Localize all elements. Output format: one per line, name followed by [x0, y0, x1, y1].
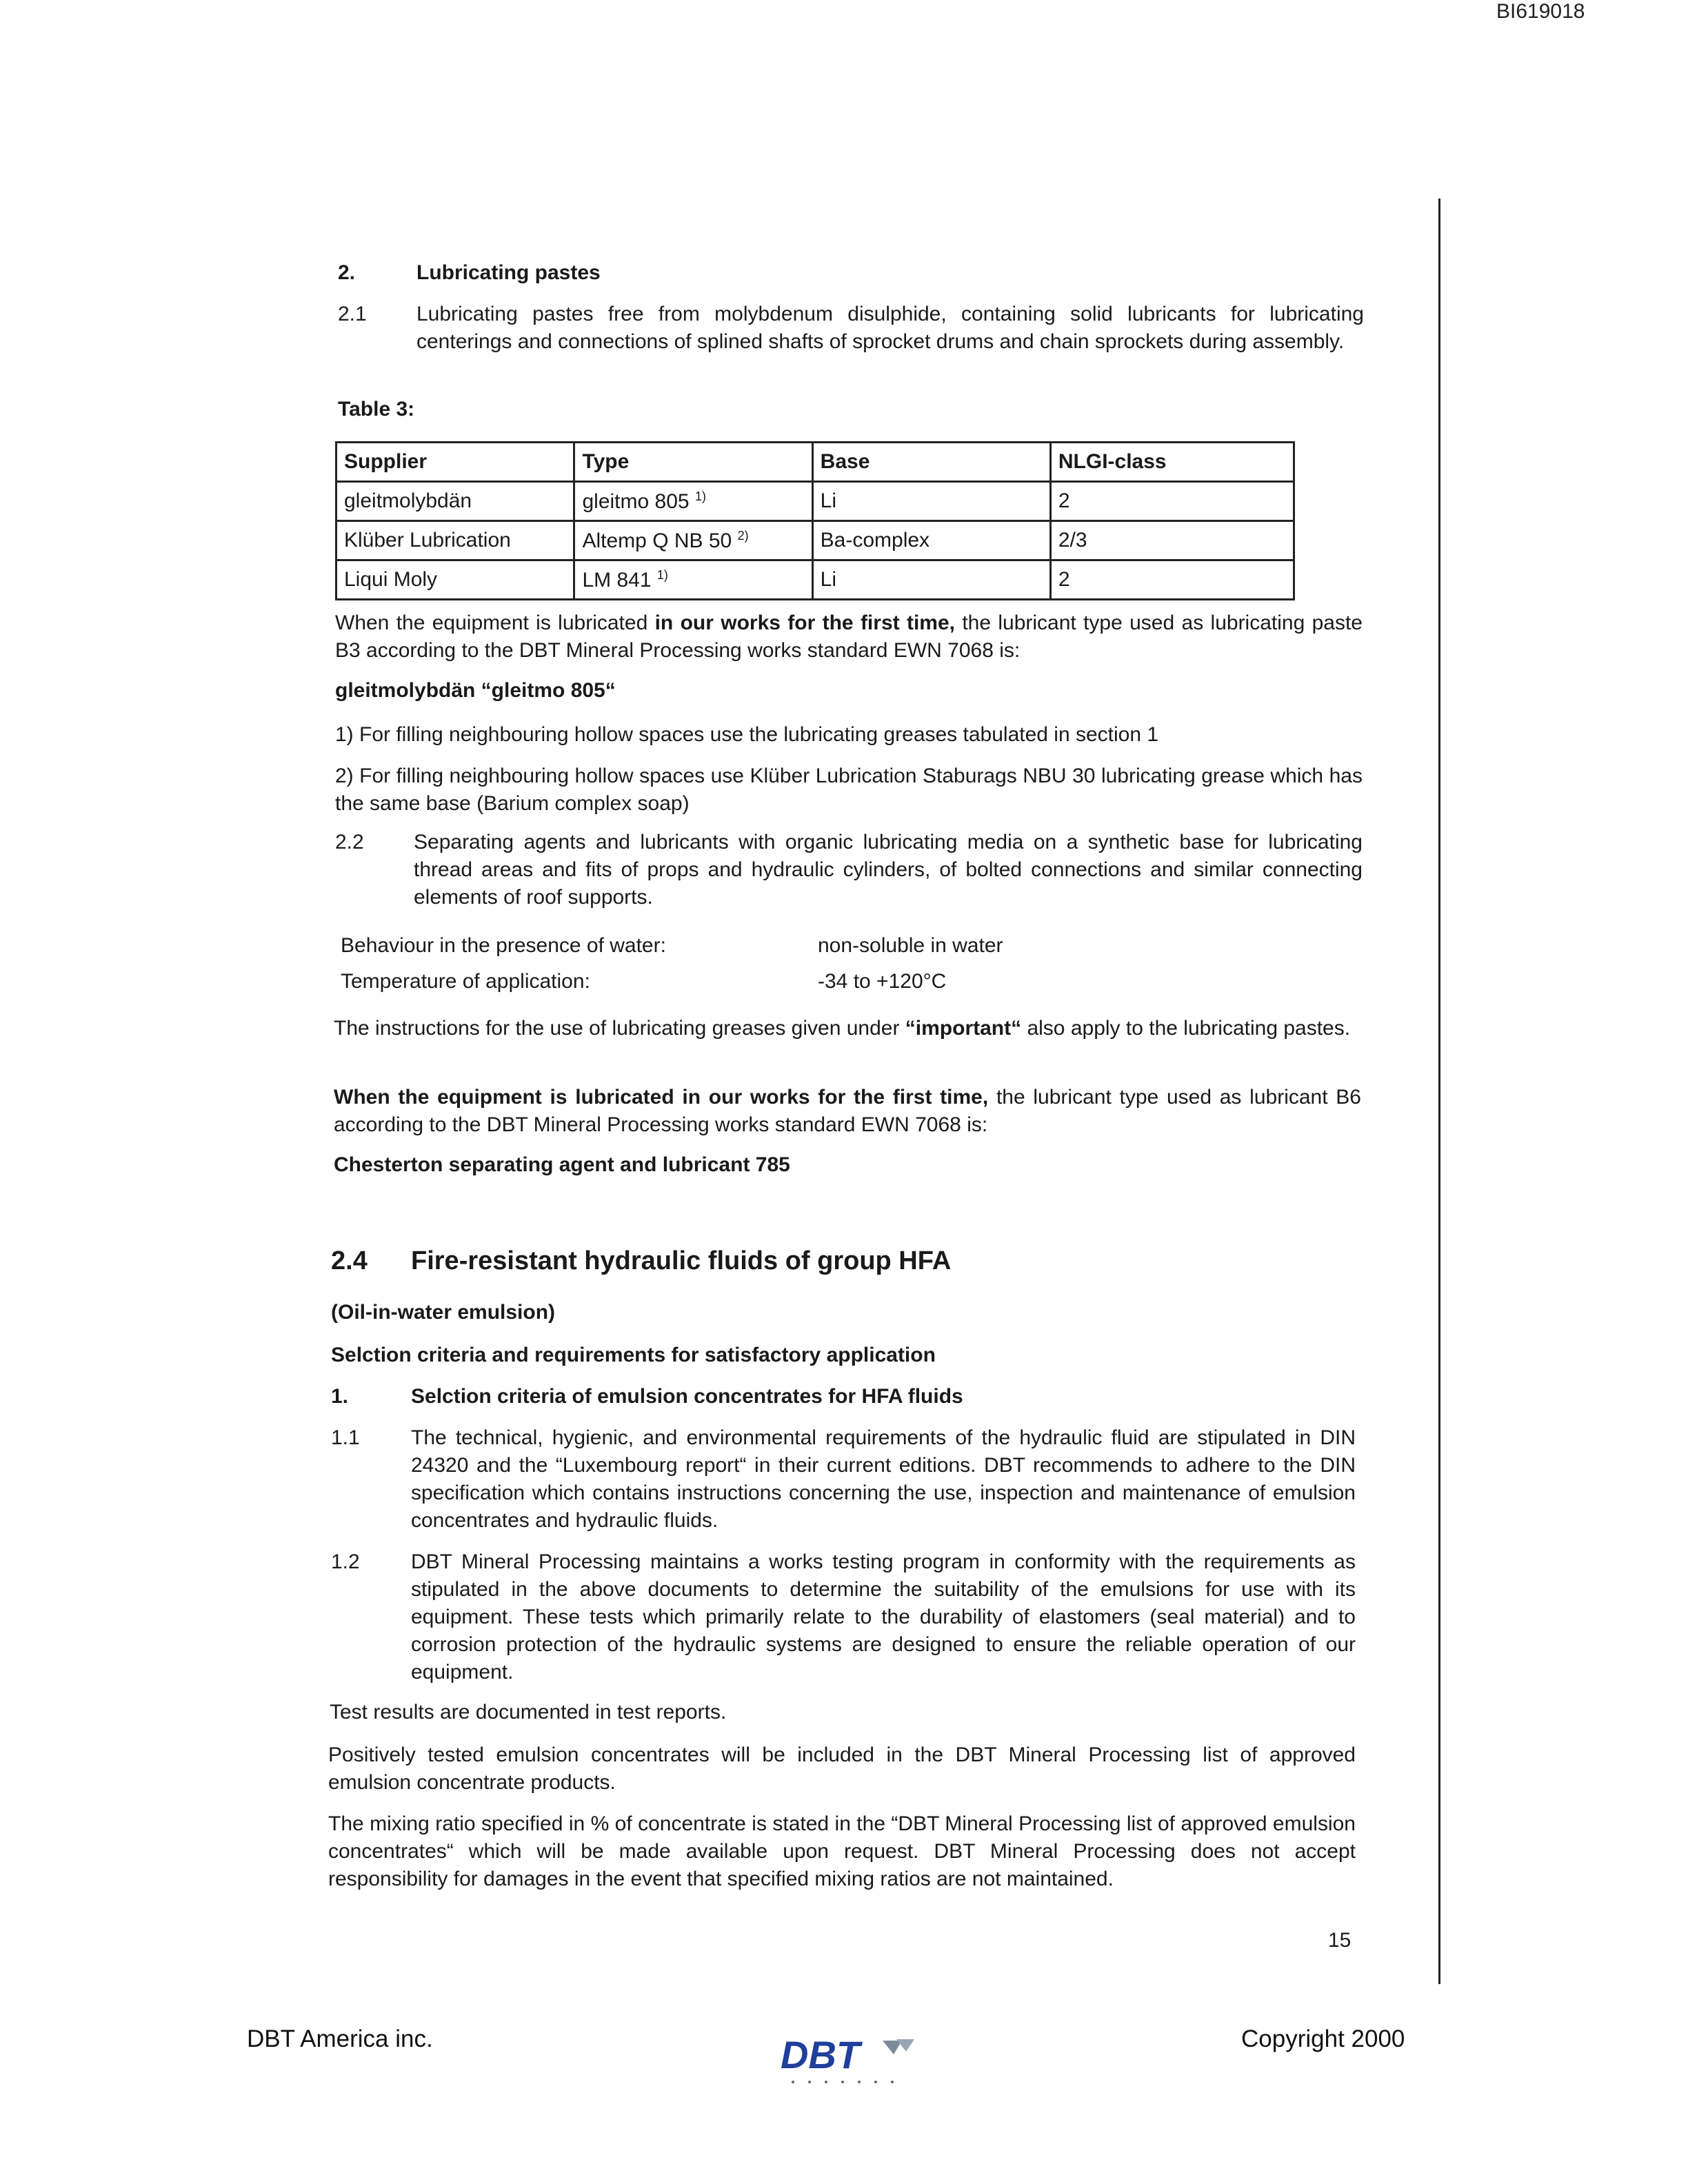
base-cell: Li — [812, 482, 1050, 521]
type-cell — [574, 482, 812, 521]
text-run: the lubricant type used as lubricant B6 according to the DBT Mineral Processing works standard EWN 7068 is: — [334, 1086, 1361, 1136]
text-run: The instructions for the use of lubricating greases given under — [334, 1017, 905, 1040]
subsection-title: Selction criteria of emulsion concentrates for HFA fluids — [411, 1385, 963, 1408]
section-title: Fire-resistant hydraulic fluids of group HFA — [411, 1246, 952, 1275]
text-run: When the equipment is lubricated — [335, 611, 655, 634]
table-label: Table 3: — [338, 398, 415, 421]
supplier-cell: Klüber Lubrication — [336, 521, 574, 560]
footnote-2: 2) For filling neighbouring hollow spaces use Klüber Lubrication Staburags NBU 30 lubricating grease which has the same base (Barium complex soap) — [335, 765, 1363, 815]
margin-rule — [1438, 199, 1440, 1984]
table-header-cell: NLGI-class — [1050, 443, 1294, 482]
paragraph-number: 2.1 — [338, 303, 367, 325]
section-number: 2. — [338, 261, 356, 284]
table-header-cell: Supplier — [336, 443, 574, 482]
positive-tests-paragraph: Positively tested emulsion concentrates will be included in the DBT Mineral Processing list of approved emulsion concentrate products. — [328, 1743, 1356, 1794]
paragraph-2-1: Lubricating pastes free from molybdenum disulphide, containing solid lubricants for lubricating centerings and connections of splined shafts of sprocket drums and chain sprockets during assembly. — [416, 303, 1364, 353]
table-header-cell: Base — [812, 443, 1050, 482]
type-name: gleitmo 805 — [582, 489, 690, 513]
property-value: -34 to +120°C — [818, 970, 947, 993]
test-results-paragraph: Test results are documented in test reports. — [330, 1701, 727, 1723]
emphasis-text: When the equipment is lubricated in our works for the first time, — [334, 1086, 989, 1109]
document-id: BI619018 — [1496, 0, 1585, 23]
dbt-logo-icon — [779, 2034, 924, 2089]
nlgi-cell: 2 — [1050, 560, 1294, 600]
section-title: Lubricating pastes — [416, 261, 601, 284]
base-cell: Ba-complex — [812, 521, 1050, 560]
base-cell: Li — [812, 560, 1050, 600]
emphasis-text: in our works for the first time, — [654, 611, 955, 634]
section-number: 2.4 — [331, 1246, 368, 1275]
criteria-heading: Selction criteria and requirements for satisfactory application — [331, 1344, 936, 1366]
type-name: LM 841 — [582, 568, 652, 592]
text-run: the lubricant type used as lubricating paste B3 according to the DBT Mineral Processing works standard EWN 7068 is: — [335, 611, 1363, 662]
table-row — [336, 482, 1294, 521]
table-row — [336, 560, 1294, 600]
footnote-ref: 1) — [694, 489, 706, 503]
product-b6: Chesterton separating agent and lubricant 785 — [334, 1153, 790, 1176]
section-number: 1. — [331, 1385, 349, 1408]
page-number: 15 — [1328, 1929, 1352, 1952]
first-time-paragraph — [335, 609, 1363, 665]
table-header-row — [336, 443, 1294, 482]
product-b3: gleitmolybdän “gleitmo 805“ — [335, 679, 616, 702]
section-subtitle: (Oil-in-water emulsion) — [331, 1301, 556, 1324]
supplier-cell: Liqui Moly — [336, 560, 574, 600]
property-label: Temperature of application: — [341, 970, 590, 993]
lubricant-table — [335, 441, 1295, 600]
footnote-ref: 2) — [737, 528, 749, 543]
property-label: Behaviour in the presence of water: — [341, 934, 666, 957]
property-value: non-soluble in water — [818, 934, 1003, 957]
type-cell — [574, 560, 812, 600]
b6-paragraph — [334, 1084, 1361, 1139]
instructions-paragraph — [334, 1015, 1361, 1042]
paragraph-number: 1.2 — [331, 1550, 360, 1573]
footer-copyright: Copyright 2000 — [1241, 2025, 1405, 2052]
type-name: Altemp Q NB 50 — [582, 529, 732, 552]
footnote-ref: 1) — [656, 567, 668, 582]
nlgi-cell: 2 — [1050, 482, 1294, 521]
paragraph-2-2: Separating agents and lubricants with organic lubricating media on a synthetic base for lubricating thread areas and fits of props and hydraulic cylinders, of bolted connections and similar connecting elements of roof supports. — [414, 831, 1363, 909]
paragraph-number: 2.2 — [335, 831, 364, 853]
footnote-1: 1) For filling neighbouring hollow spaces use the lubricating greases tabulated in section 1 — [335, 723, 1159, 746]
nlgi-cell: 2/3 — [1050, 521, 1294, 560]
paragraph-1-2: DBT Mineral Processing maintains a works testing program in conformity with the requirements as stipulated in the above documents to determine the suitability of the emulsions for use with its equipment. These tests which primarily relate to the durability of elastomers (seal material) and to corrosion protection of the hydraulic systems are designed to ensure the reliable operation of our equipment. — [411, 1550, 1356, 1684]
paragraph-number: 1.1 — [331, 1426, 360, 1449]
type-cell — [574, 521, 812, 560]
table-header-cell: Type — [574, 443, 812, 482]
footer-company: DBT America inc. — [247, 2025, 433, 2052]
logo-wordmark: DBT — [781, 2034, 861, 2076]
paragraph-1-1: The technical, hygienic, and environmental requirements of the hydraulic fluid are stipulated in DIN 24320 and the “Luxembourg report“ in their current editions. DBT recommends to adhere to the DIN specification which contains instructions concerning the use, inspection and maintenance of emulsion concentrates and hydraulic fluids. — [411, 1426, 1356, 1532]
supplier-cell: gleitmolybdän — [336, 482, 574, 521]
mixing-ratio-paragraph: The mixing ratio specified in % of concentrate is stated in the “DBT Mineral Processing list of approved emulsion concentrates“ which will be made available upon request. DBT Mineral Processing does not accept responsibility for damages in the event that specified mixing ratios are not maintained. — [328, 1812, 1356, 1890]
emphasis-text: “important“ — [905, 1017, 1022, 1040]
table-row — [336, 521, 1294, 560]
dbt-logo — [779, 2034, 924, 2092]
text-run: also apply to the lubricating pastes. — [1021, 1017, 1351, 1040]
